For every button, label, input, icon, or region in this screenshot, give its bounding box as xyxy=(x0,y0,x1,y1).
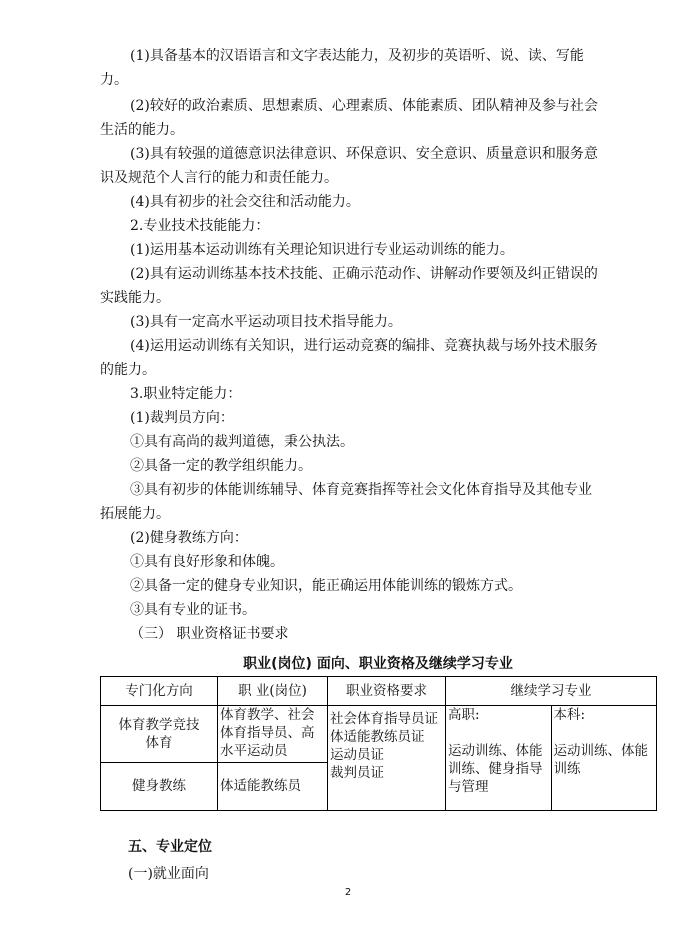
paragraph-certificate: ③具有专业的证书。 xyxy=(130,602,256,618)
cell-further-study xyxy=(446,706,657,811)
paragraph-political-quality: (2)较好的政治素质、思想素质、心理素质、体能素质、团队精神及参与社会生活的能力。 xyxy=(100,98,598,138)
undergraduate-column xyxy=(551,706,657,810)
paragraph-teaching-organization: ②具备一定的教学组织能力。 xyxy=(130,458,312,474)
header-qualification: 职业资格要求 xyxy=(328,677,446,706)
table-title: 职业(岗位) 面向、职业资格及继续学习专业 xyxy=(243,656,513,672)
higher-vocational-column xyxy=(446,706,551,810)
cell-direction: 健身教练 xyxy=(101,762,218,810)
heading-referee-direction: (1)裁判员方向： xyxy=(130,410,234,426)
cell-direction: 体育教学竞技体育 xyxy=(101,706,218,763)
paragraph-training-theory: (1)运用基本运动训练有关理论知识进行专业运动训练的能力。 xyxy=(130,242,514,258)
cell-qualification xyxy=(328,706,446,811)
heading-qualification-requirements: （三） 职业资格证书要求 xyxy=(130,626,289,642)
section-subtitle: (一)就业面向 xyxy=(128,866,209,882)
header-direction: 专门化方向 xyxy=(101,677,218,706)
higher-vocational-majors: 运动训练、体能训练、健身指导与管理 xyxy=(448,743,543,795)
qualification-item: 社会体育指导员证 xyxy=(330,711,438,727)
heading-fitness-coach-direction: (2)健身教练方向： xyxy=(130,530,248,546)
qualification-table xyxy=(100,676,657,811)
paragraph-referee-ethics: ①具有高尚的裁判道德，秉公执法。 xyxy=(130,434,354,450)
paragraph-technical-demonstration: (2)具有运动训练基本技术技能、正确示范动作、讲解动作要领及纠正错误的实践能力。 xyxy=(100,266,598,306)
heading-technical-skills: 2.专业技术技能能力： xyxy=(130,218,270,234)
qualification-item: 运动员证 xyxy=(330,747,384,763)
qualification-item: 裁判员证 xyxy=(330,765,384,781)
paragraph-high-level-guidance: (3)具有一定高水平运动项目技术指导能力。 xyxy=(130,314,402,330)
paragraph-social-ability: (4)具有初步的社会交往和活动能力。 xyxy=(130,194,360,210)
header-further-study: 继续学习专业 xyxy=(446,677,657,706)
table-row xyxy=(101,706,657,763)
paragraph-moral-awareness: (3)具有较强的道德意识法律意识、环保意识、安全意识、质量意识和服务意识及规范个人言行的能力和责任能力。 xyxy=(100,146,598,186)
paragraph-language-ability: (1)具备基本的汉语语言和文字表达能力，及初步的英语听、说、读、写能力。 xyxy=(100,48,584,88)
paragraph-fitness-guidance: ③具有初步的体能训练辅导、体育竞赛指挥等社会文化体育指导及其他专业拓展能力。 xyxy=(100,482,592,522)
section-title: 五、专业定位 xyxy=(128,839,212,855)
paragraph-good-image: ①具有良好形象和体魄。 xyxy=(130,554,284,570)
undergraduate-majors: 运动训练、体能训练 xyxy=(553,743,648,777)
cell-position: 体育教学、社会体育指导员、高水平运动员 xyxy=(218,706,328,763)
heading-specific-abilities: 3.职业特定能力： xyxy=(130,386,242,402)
higher-vocational-label: 高职: xyxy=(448,707,480,723)
header-position: 职 业(岗位) xyxy=(218,677,328,706)
paragraph-competition-arrangement: (4)运用运动训练有关知识，进行运动竞赛的编排、竞赛执裁与场外技术服务的能力。 xyxy=(100,338,598,378)
page-number: 2 xyxy=(344,887,352,898)
cell-position: 体适能教练员 xyxy=(218,762,328,810)
paragraph-fitness-knowledge: ②具备一定的健身专业知识，能正确运用体能训练的锻炼方式。 xyxy=(130,578,522,594)
qualification-item: 体适能教练员证 xyxy=(330,729,425,745)
table-header-row xyxy=(101,677,657,706)
undergraduate-label: 本科: xyxy=(553,707,586,723)
